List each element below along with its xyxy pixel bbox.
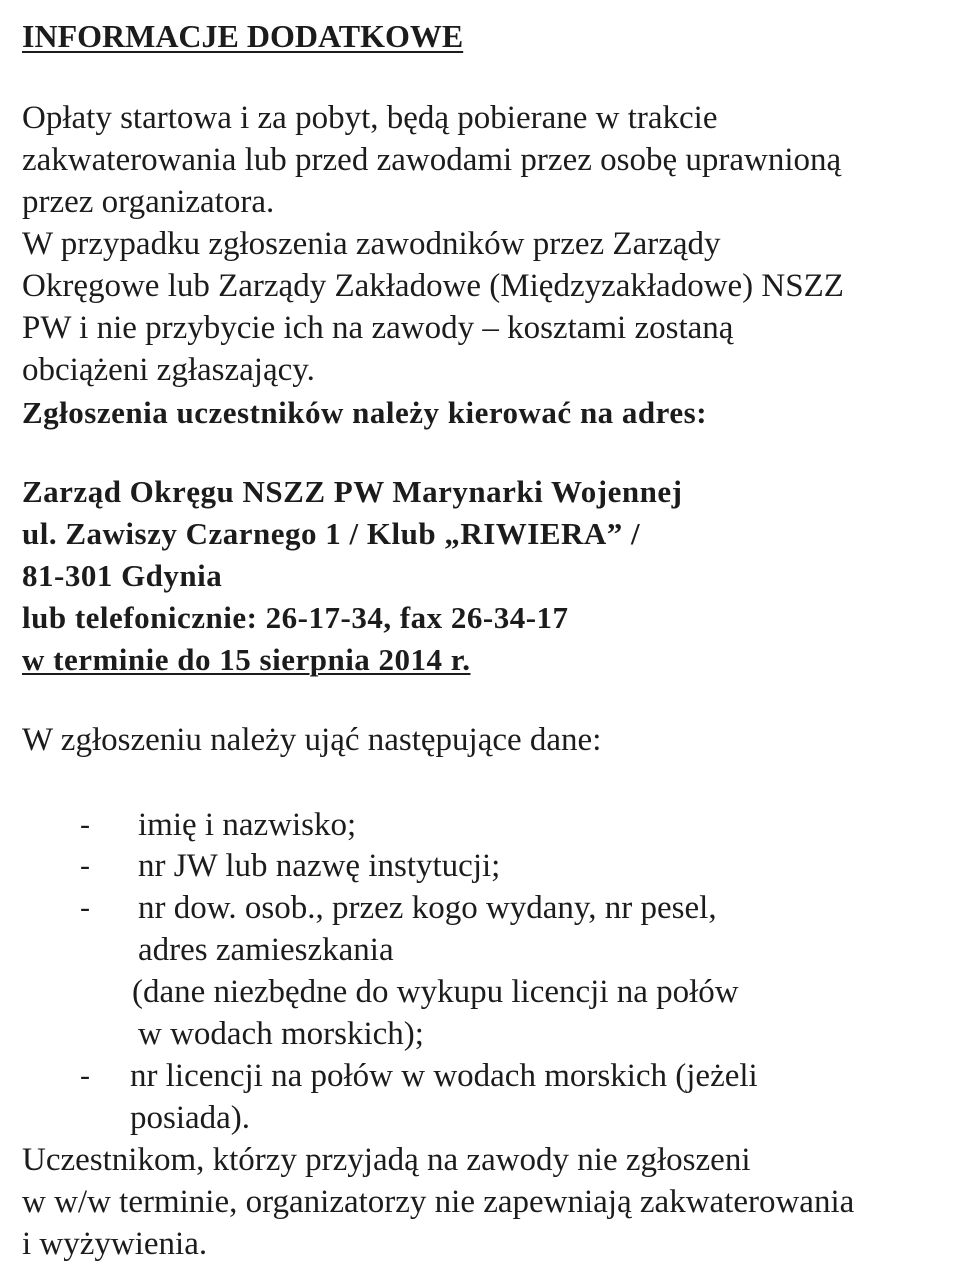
submission-heading: Zgłoszenia uczestników należy kierować na adres: <box>22 395 708 430</box>
bullet-item: nr licencji na połów w wodach morskich (jeżeli <box>130 1058 758 1094</box>
paragraph-line: Opłaty startowa i za pobyt, będą pobierane w trakcie <box>22 100 718 136</box>
paragraph-line: W przypadku zgłoszenia zawodników przez Zarządy <box>22 226 721 262</box>
paragraph-line: obciążeni zgłaszający. <box>22 352 315 388</box>
closing-line: i wyżywienia. <box>22 1226 208 1262</box>
paragraph-line: PW i nie przybycie ich na zawody – kosztami zostaną <box>22 310 734 346</box>
bullet-item: nr JW lub nazwę instytucji; <box>138 848 501 884</box>
closing-line: w w/w terminie, organizatorzy nie zapewniają zakwaterowania <box>22 1184 855 1220</box>
bullet-dash: - <box>80 891 90 924</box>
paragraph-line: Okręgowe lub Zarządy Zakładowe (Międzyzakładowe) NSZZ <box>22 268 844 304</box>
deadline: w terminie do 15 sierpnia 2014 r. <box>22 642 471 677</box>
address-line: 81-301 Gdynia <box>22 558 223 593</box>
bullet-item-continuation: (dane niezbędne do wykupu licencji na połów <box>132 974 739 1010</box>
bullet-item-continuation: w wodach morskich); <box>138 1016 424 1052</box>
address-line: Zarząd Okręgu NSZZ PW Marynarki Wojennej <box>22 474 683 509</box>
address-line: ul. Zawiszy Czarnego 1 / Klub „RIWIERA” / <box>22 516 641 551</box>
heading: INFORMACJE DODATKOWE <box>22 18 464 54</box>
paragraph-line: zakwaterowania lub przed zawodami przez osobę uprawnioną <box>22 142 842 178</box>
data-intro: W zgłoszeniu należy ująć następujące dane: <box>22 722 602 758</box>
paragraph-line: przez organizatora. <box>22 184 275 220</box>
bullet-item: nr dow. osob., przez kogo wydany, nr pesel, <box>138 890 717 926</box>
bullet-item-continuation: adres zamieszkania <box>138 932 394 968</box>
phone-line: lub telefonicznie: 26-17-34, fax 26-34-17 <box>22 600 569 635</box>
bullet-item: imię i nazwisko; <box>138 807 357 843</box>
closing-line: Uczestnikom, którzy przyjadą na zawody nie zgłoszeni <box>22 1142 751 1178</box>
bullet-dash: - <box>80 849 90 882</box>
bullet-dash: - <box>80 808 90 841</box>
bullet-dash: - <box>80 1059 90 1092</box>
bullet-item-continuation: posiada). <box>130 1100 251 1136</box>
